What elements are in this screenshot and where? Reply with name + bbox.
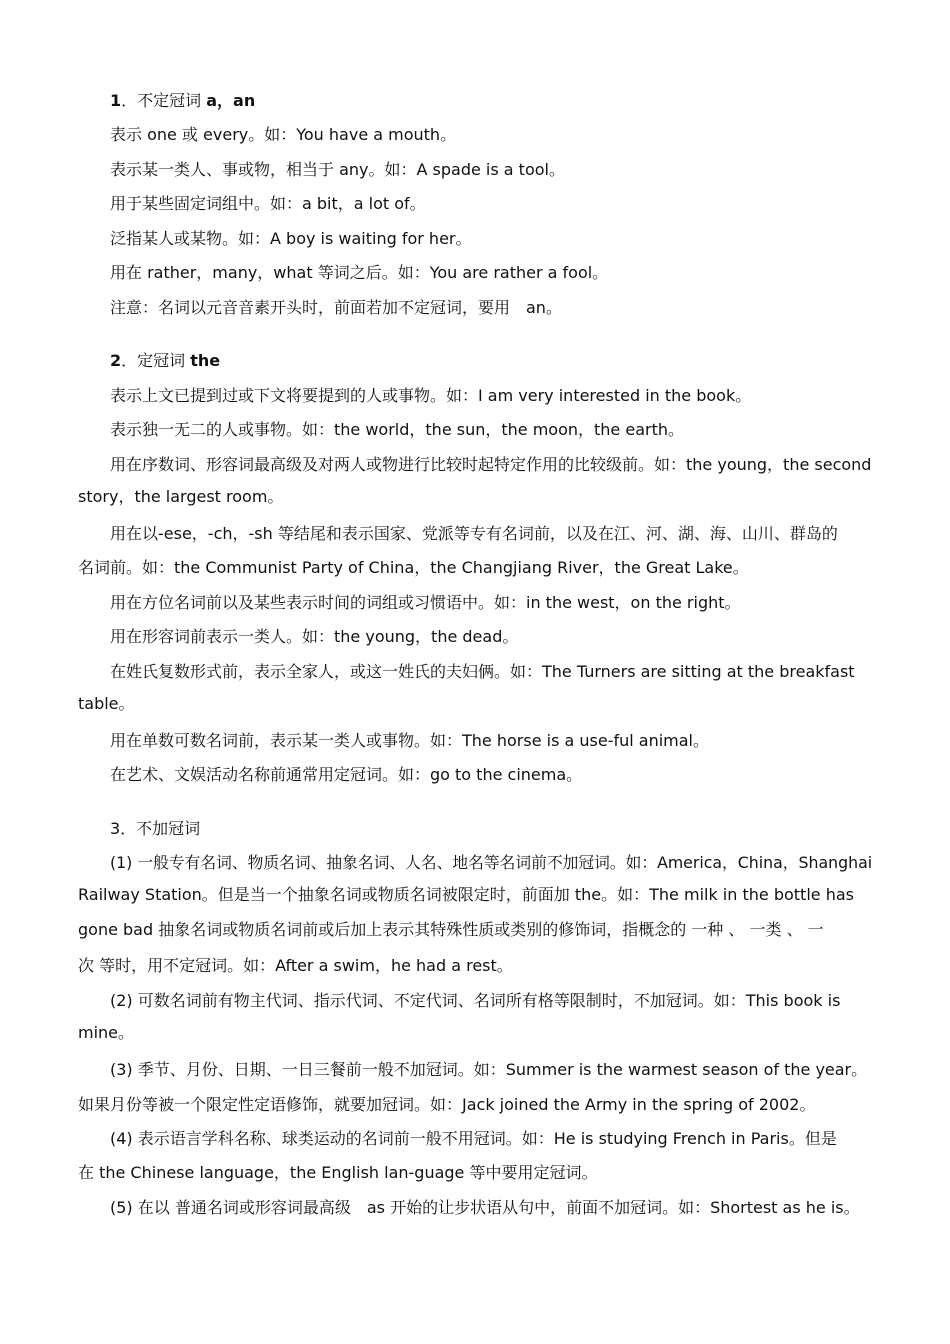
section-1-title: ．不定冠词 bbox=[121, 91, 202, 110]
section-3-para-1d: 次 等时，用不定冠词。如：After a swim，he had a rest。 bbox=[78, 956, 513, 975]
section-1-terms: a，an bbox=[206, 91, 256, 110]
section-2-line-7a: 在姓氏复数形式前，表示全家人，或这一姓氏的夫妇俩。如：The Turners are sitting at the breakfast bbox=[110, 662, 855, 681]
section-1-line-2: 表示某一类人、事或物，相当于 any。如：A spade is a tool。 bbox=[110, 160, 565, 179]
section-3-para-1a: (1) 一般专有名词、物质名词、抽象名词、人名、地名等名词前不加冠词。如：America，China，Shanghai bbox=[110, 853, 873, 872]
section-3-para-1c: gone bad 抽象名词或物质名词前或后加上表示其特殊性质或类别的修饰词，指概念的 一种 、 一类 、 一 bbox=[78, 920, 824, 939]
section-2-line-7b: table。 bbox=[78, 694, 135, 713]
section-2-heading bbox=[0, 350, 950, 372]
section-3-para-5: (5) 在以 普通名词或形容词最高级 as 开始的让步状语从句中，前面不加冠词。如：Shortest as he is。 bbox=[110, 1198, 860, 1217]
section-1-line-3: 用于某些固定词组中。如：a bit，a lot of。 bbox=[110, 194, 426, 213]
section-2-line-8: 用在单数可数名词前，表示某一类人或事物。如：The horse is a use-ful animal。 bbox=[110, 731, 710, 750]
section-2-line-3b: story，the largest room。 bbox=[78, 487, 284, 506]
section-1-number: 1 bbox=[110, 91, 122, 110]
section-1-line-1: 表示 one 或 every。如：You have a mouth。 bbox=[110, 125, 457, 144]
section-3-para-4b: 在 the Chinese language，the English lan-guage 等中要用定冠词。 bbox=[78, 1163, 598, 1182]
section-2-line-2: 表示独一无二的人或事物。如：the world，the sun，the moon，the earth。 bbox=[110, 420, 684, 439]
section-3-para-1b: Railway Station。但是当一个抽象名词或物质名词被限定时，前面加 the。如：The milk in the bottle has bbox=[78, 885, 854, 904]
section-1-note: 注意：名词以元音音素开头时，前面若加不定冠词，要用 an。 bbox=[110, 298, 562, 317]
section-2-line-9: 在艺术、文娱活动名称前通常用定冠词。如：go to the cinema。 bbox=[110, 765, 583, 784]
section-3-para-3b: 如果月份等被一个限定性定语修饰，就要加冠词。如：Jack joined the Army in the spring of 2002。 bbox=[78, 1095, 816, 1114]
section-1-line-5: 用在 rather，many，what 等词之后。如：You are rather a fool。 bbox=[110, 263, 609, 282]
section-2-line-5: 用在方位名词前以及某些表示时间的词组或习惯语中。如：in the west，on the right。 bbox=[110, 593, 741, 612]
section-3-para-4a: (4) 表示语言学科名称、球类运动的名词前一般不用冠词。如：He is studying French in Paris。但是 bbox=[110, 1129, 837, 1148]
section-2-terms: the bbox=[190, 351, 221, 370]
section-3-para-2b: mine。 bbox=[78, 1023, 135, 1042]
section-1-line-4: 泛指某人或某物。如：A boy is waiting for her。 bbox=[110, 229, 472, 248]
section-2-line-1: 表示上文已提到过或下文将要提到的人或事物。如：I am very interested in the book。 bbox=[110, 386, 752, 405]
section-2-line-4b: 名词前。如：the Communist Party of China，the Changjiang River，the Great Lake。 bbox=[78, 558, 749, 577]
section-2-line-4a: 用在以-ese，-ch，-sh 等结尾和表示国家、党派等专有名词前，以及在江、河、湖、海、山川、群岛的 bbox=[110, 524, 838, 543]
section-1-heading bbox=[0, 90, 950, 112]
section-2-title: ．定冠词 bbox=[121, 351, 186, 370]
section-3-heading: 3．不加冠词 bbox=[110, 819, 201, 838]
section-2-number: 2 bbox=[110, 351, 122, 370]
section-3-para-2a: (2) 可数名词前有物主代词、指示代词、不定代词、名词所有格等限制时，不加冠词。如：This book is bbox=[110, 991, 841, 1010]
section-2-line-6: 用在形容词前表示一类人。如：the young，the dead。 bbox=[110, 627, 519, 646]
section-3-para-3a: (3) 季节、月份、日期、一日三餐前一般不加冠词。如：Summer is the warmest season of the year。 bbox=[110, 1060, 868, 1079]
section-2-line-3a: 用在序数词、形容词最高级及对两人或物进行比较时起特定作用的比较级前。如：the young，the second bbox=[110, 455, 872, 474]
